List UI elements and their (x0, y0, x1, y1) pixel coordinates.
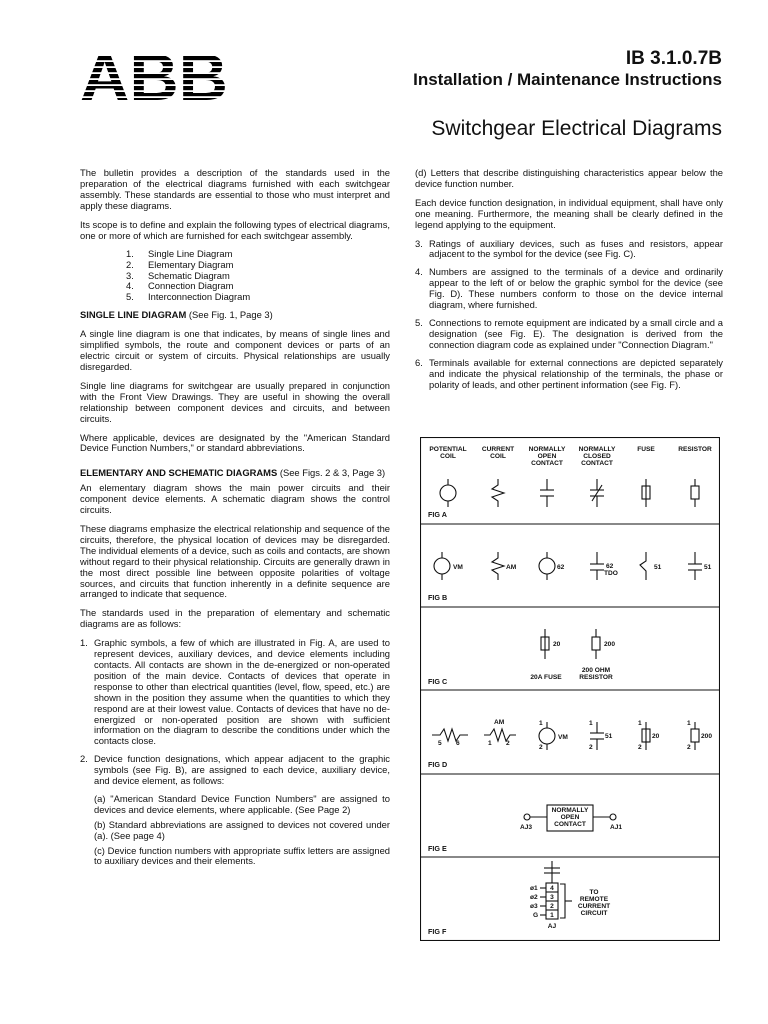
label-aj: AJ (547, 923, 557, 930)
sub-item-a: (a) "American Standard Device Function Numbers" are assigned to devices and device elements, where applicable. (See Page 2) (94, 792, 390, 815)
fig-c-symbols (541, 629, 600, 659)
list-item: 3. Ratings of auxiliary devices, such as fuses and resistors, appear adjacent to the symbol for the device (see Fig. C). (415, 237, 723, 260)
header-potential-coil: POTENTIAL COIL (429, 446, 467, 460)
label-20a-fuse: 20A FUSE (530, 674, 562, 681)
diagram-types-list (126, 249, 390, 302)
abb-logo (80, 50, 230, 102)
label-51: 51 (605, 733, 613, 740)
fig-e-label: FIG E (428, 844, 447, 853)
terminal-1: 1 (638, 720, 642, 727)
paragraph: Each device function designation, in individual equipment, shall have only one meaning. Furthermore, the meaning shall be clearly defined in the legend applying to the equipment. (415, 196, 723, 230)
terminal-3: 3 (550, 894, 554, 901)
list-item: 5. Interconnection Diagram (126, 290, 251, 302)
terminal-4: 4 (550, 885, 554, 892)
terminal-1: 1 (539, 720, 543, 727)
box-label: OPEN (560, 814, 580, 821)
list-item: 4. Connection Diagram (126, 280, 234, 292)
resistor-icon (691, 486, 699, 499)
right-column (415, 168, 723, 397)
ground: G (533, 912, 539, 919)
document-id: IB 3.1.0.7B (625, 48, 722, 69)
svg-text:ABB: ABB (80, 50, 228, 102)
label-aj3: AJ3 (519, 824, 533, 831)
list-item: 1. Graphic symbols, a few of which are illustrated in Fig. A, are used to represent devices, auxiliary devices, and device elements including contacts. All contacts are shown in the de-energized or non-operated position of the main device. Contacts of devices that operate in response to other than electrical quantities (level, flow, speed, etc.) are shown in the position they assume when the quantities to which they respond are at their lowest value. Contacts of devices that have no de-energized or non-operated position are shown with sufficient information on the diagram to describe the conditions under which the contacts close. (80, 637, 390, 747)
sub-item-d: (d) Letters that describe distinguishing characteristics appear below the device function number. (415, 167, 723, 189)
label-tdo: TDO (604, 570, 618, 577)
list-item: 2. Elementary Diagram (126, 259, 234, 271)
to-remote-label: TO (589, 889, 599, 896)
terminal-1: 1 (488, 740, 492, 747)
phase-2: ø2 (530, 894, 538, 901)
header-normally-open-contact: NORMALLY OPEN CONTACT (528, 446, 566, 467)
scope-paragraph: Its scope is to define and explain the following types of electrical diagrams, one or more of which are furnished for each switchgear assembly. (80, 218, 390, 241)
header-normally-closed-contact: NORMALLY CLOSED CONTACT (578, 446, 616, 467)
header-current-coil: CURRENT COIL (481, 446, 515, 460)
label-51: 51 (654, 564, 662, 571)
figure-frame (421, 438, 720, 941)
label-51: 51 (704, 564, 712, 571)
terminal-2: 2 (589, 744, 593, 751)
fig-b-label: FIG B (428, 593, 448, 602)
terminal-1: 1 (589, 720, 593, 727)
list-item: 5. Connections to remote equipment are indicated by a small circle and a designation (see Fig. E). The designation is derived from the connection diagram code as explained under "Connection Diagram." (415, 316, 723, 350)
paragraph: An elementary diagram shows the main power circuits and their component device elements. A schematic diagram shows the control circuits. (80, 482, 390, 516)
left-column (80, 168, 390, 875)
fig-b-symbols (434, 552, 702, 580)
potential-coil-icon (440, 485, 456, 501)
label-vm: VM (453, 564, 463, 571)
to-remote-label: CIRCUIT (580, 910, 608, 917)
phase-3: ø3 (530, 903, 538, 910)
terminal-2: 2 (539, 744, 543, 751)
label-am: AM (494, 719, 505, 726)
fig-c-label: FIG C (428, 677, 448, 686)
paragraph: The standards used in the preparation of elementary and schematic diagrams are as follows: (80, 607, 390, 630)
list-item: 2. Device function designations, which appear adjacent to the graphic symbols (see Fig. B), are assigned to each device, auxiliary device, and device element, as follows: (80, 753, 390, 787)
symbols-figure (420, 437, 720, 941)
terminal-6: 6 (456, 740, 460, 747)
intro-paragraph: The bulletin provides a description of the standards used in the preparation of the electrical diagrams furnished with each switchgear assembly. These standards are essential to those who must interpret and apply these diagrams. (80, 167, 390, 211)
sub-item-b: (b) Standard abbreviations are assigned to devices not covered under (a). (See page 4) (94, 818, 390, 841)
paragraph: Where applicable, devices are designated by the "American Standard Device Function Numbers," or standard abbreviations. (80, 431, 390, 454)
terminal-2: 2 (550, 903, 554, 910)
label-vm: VM (558, 734, 568, 741)
phase-1: ø1 (530, 885, 538, 892)
terminal-2: 2 (638, 744, 642, 751)
header-resistor: RESISTOR (678, 446, 712, 453)
list-item: 4. Numbers are assigned to the terminals of a device and ordinarily appear to the left of or below the graphic symbol for the device (see Fig. D). These numbers conform to those on the device internal diagram, where furnished. (415, 266, 723, 311)
remote-connection-icon (610, 814, 616, 820)
resistor-icon (592, 637, 600, 650)
terminal-5: 5 (438, 740, 442, 747)
fig-f-label: FIG F (428, 927, 447, 936)
current-coil-icon (492, 479, 504, 507)
to-remote-label: CURRENT (577, 903, 611, 910)
remote-connection-icon (524, 814, 530, 820)
label-62-tdo: 62 (606, 563, 614, 570)
document-title: Switchgear Electrical Diagrams (431, 117, 722, 140)
label-62: 62 (557, 564, 565, 571)
paragraph: These diagrams emphasize the electrical relationship and sequence of the circuits, therefore, the physical location of devices may be disregarded. The individual elements of a device, such as coils and contacts, are shown without regard to their physical relationship. Circuits are generally drawn in the most direct possible line between opposite polarities of voltage sources, and circuits that function inherently in a definite sequence are arranged to indicate that sequence. (80, 523, 390, 600)
label-20: 20 (553, 641, 561, 648)
list-item: 6. Terminals available for external connections are depicted separately and indicate the physical relationship of the terminals, the phase or polarity of leads, and other pertinent information (see Fig. F). (415, 356, 723, 390)
box-label: CONTACT (554, 821, 586, 828)
section-heading-single-line: SINGLE LINE DIAGRAM (See Fig. 1, Page 3) (80, 309, 273, 321)
terminal-1: 1 (550, 912, 554, 919)
terminal-2: 2 (687, 744, 691, 751)
box-label: NORMALLY (551, 807, 589, 814)
terminal-2: 2 (506, 740, 510, 747)
section-heading-elementary: ELEMENTARY AND SCHEMATIC DIAGRAMS (See Figs. 2 & 3, Page 3) (80, 467, 386, 479)
label-200-ohm: 200 OHM (581, 667, 611, 674)
paragraph: Single line diagrams for switchgear are usually prepared in conjunction with the Front View Drawings. They are useful in showing the overall relationship between component devices and circuits, and between circuits. (80, 379, 390, 424)
to-remote-label: REMOTE (579, 896, 609, 903)
header-fuse: FUSE (637, 446, 655, 453)
label-20: 20 (652, 733, 660, 740)
list-item: 1. Single Line Diagram (126, 248, 233, 260)
list-item: 3. Schematic Diagram (126, 269, 230, 281)
fig-a-label: FIG A (428, 510, 447, 519)
sub-item-c: (c) Device function numbers with appropriate suffix letters are assigned to auxiliary devices and their elements. (94, 844, 390, 867)
fig-d-label: FIG D (428, 760, 448, 769)
label-200: 200 (701, 733, 713, 740)
label-aj1: AJ1 (609, 824, 623, 831)
document-kind: Installation / Maintenance Instructions (413, 70, 722, 89)
paragraph: A single line diagram is one that indicates, by means of single lines and simplified symbols, the route and component devices or parts of an electric circuit or system of circuits. Physical relationships are usually disregarded. (80, 328, 390, 373)
label-200: 200 (604, 641, 616, 648)
terminal-1: 1 (687, 720, 691, 727)
fig-a-symbols (440, 479, 699, 507)
label-am: AM (506, 564, 517, 571)
label-resistor: RESISTOR (579, 674, 613, 681)
fig-f-symbols (540, 861, 572, 919)
